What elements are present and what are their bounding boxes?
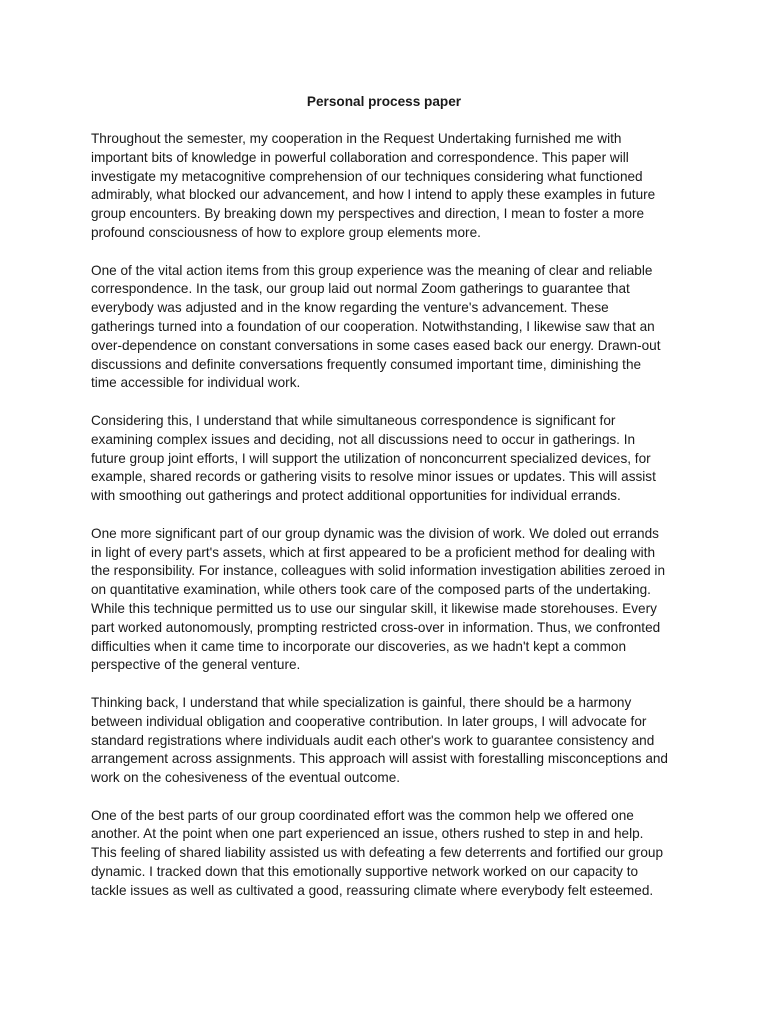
text-line: group encounters. By breaking down my perspectives and direction, I mean to foster a more: [91, 206, 645, 222]
text-line: dynamic. I tracked down that this emotionally supportive network worked on our capacity to: [91, 864, 639, 880]
text-line: future group joint efforts, I will support the utilization of nonconcurrent specialized devices, for: [91, 450, 651, 466]
text-line: One more significant part of our group dynamic was the division of work. We doled out errands: [91, 525, 659, 541]
text-line: perspective of the general venture.: [91, 657, 301, 673]
text-line: gatherings turned into a foundation of our cooperation. Notwithstanding, I likewise saw that an: [91, 318, 655, 334]
text-line: investigate my metacognitive comprehension of our techniques considering what functioned: [91, 168, 643, 184]
text-line: discussions and definite conversations frequently consumed important time, diminishing the: [91, 356, 642, 372]
text-line: Considering this, I understand that while simultaneous correspondence is significant for: [91, 412, 616, 428]
paragraph-2: [91, 262, 683, 394]
text-line: One of the best parts of our group coordinated effort was the common help we offered one: [91, 807, 634, 823]
text-line: time accessible for individual work.: [91, 375, 301, 391]
paragraph-1: [91, 130, 683, 243]
text-line: over-dependence on constant conversations in some cases eased back our energy. Drawn-out: [91, 337, 661, 353]
text-line: Throughout the semester, my cooperation in the Request Undertaking furnished me with: [91, 131, 622, 146]
text-line: the responsibility. For instance, colleagues with solid information investigation abilities zeroed in: [91, 563, 666, 579]
text-line: difficulties when it came time to incorporate our discoveries, as we hadn't kept a common: [91, 638, 627, 654]
text-line: everybody was adjusted and in the know regarding the venture's advancement. These: [91, 300, 609, 316]
text-line: important bits of knowledge in powerful collaboration and correspondence. This paper will: [91, 149, 629, 165]
paragraph-3: [91, 412, 683, 506]
page-title: Personal process paper: [306, 94, 462, 109]
text-line: admirably, what blocked our advancement, and how I intend to apply these examples in future: [91, 187, 656, 203]
text-line: on quantitative examination, while others took care of the composed parts of the undertaking.: [91, 582, 651, 598]
text-line: This feeling of shared liability assisted us with defeating a few deterrents and fortified our group: [91, 845, 664, 861]
paragraph-4: [91, 525, 683, 675]
text-line: work on the cohesiveness of the eventual outcome.: [91, 770, 401, 786]
text-line: Thinking back, I understand that while specialization is gainful, there should be a harmony: [91, 694, 632, 710]
text-line: standard registrations where individuals audit each other's work to guarantee consistency and: [91, 732, 655, 748]
text-line: arrangement across assignments. This approach will assist with forestalling misconceptions and: [91, 751, 668, 767]
paragraph-5: [91, 694, 683, 788]
document-body: [91, 130, 683, 919]
text-line: between individual obligation and cooperative contribution. In later groups, I will advocate for: [91, 713, 647, 729]
text-line: another. At the point when one part experienced an issue, others rushed to step in and help.: [91, 826, 644, 842]
paragraph-6: [91, 807, 683, 901]
text-line: with smoothing out gatherings and protect additional opportunities for individual errands.: [91, 488, 621, 504]
text-line: examining complex issues and deciding, not all discussions need to occur in gatherings. In: [91, 431, 636, 447]
text-line: tackle issues as well as cultivated a good, reassuring climate where everybody felt esteemed.: [91, 882, 654, 898]
text-line: correspondence. In the task, our group laid out normal Zoom gatherings to guarantee that: [91, 281, 630, 297]
text-line: example, shared records or gathering visits to resolve minor issues or updates. This will assist: [91, 469, 656, 485]
text-line: in light of every part's assets, which at first appeared to be a proficient method for dealing with: [91, 544, 656, 560]
text-line: While this technique permitted us to use our singular skill, it likewise made storehouses. Every: [91, 600, 657, 616]
text-line: part worked autonomously, prompting restricted cross-over in information. Thus, we confronted: [91, 619, 661, 635]
text-line: profound consciousness of how to explore group elements more.: [91, 224, 481, 240]
text-line: One of the vital action items from this group experience was the meaning of clear and reliable: [91, 262, 653, 278]
